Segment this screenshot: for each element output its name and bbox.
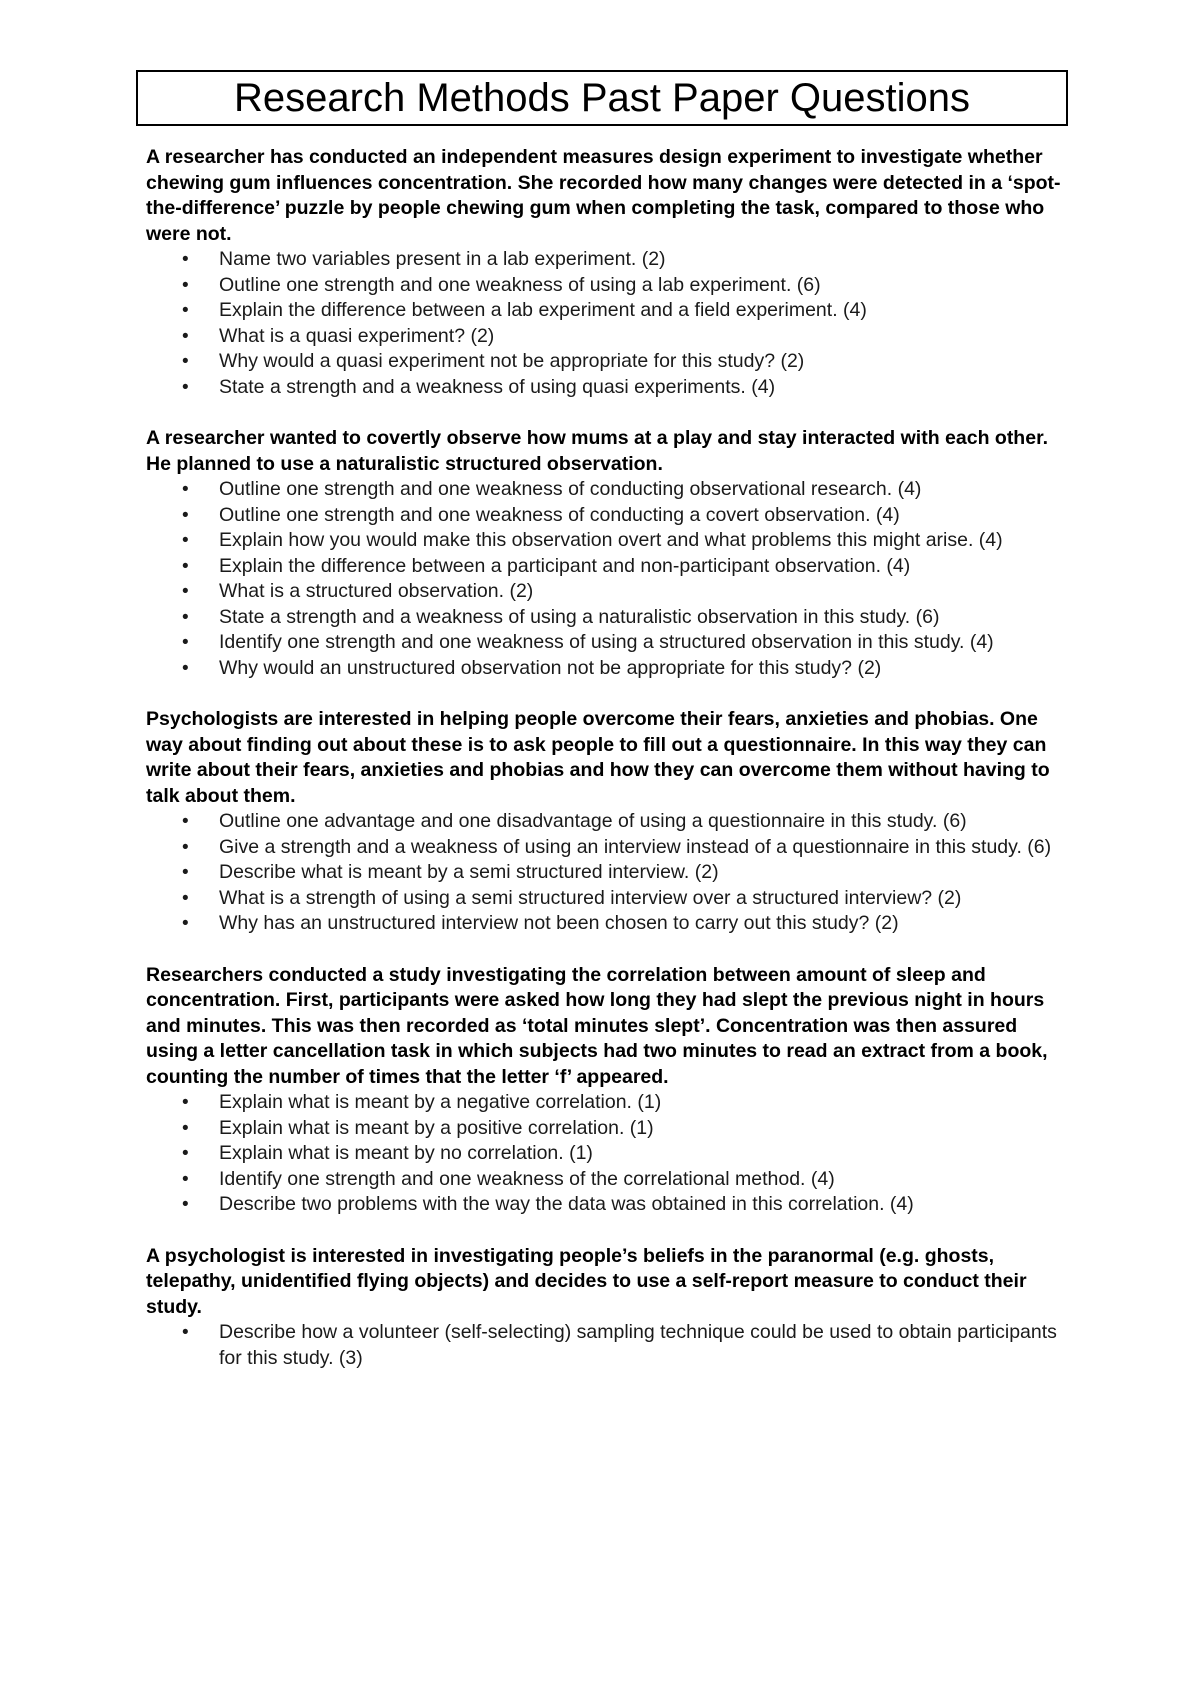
question-item <box>146 656 1066 682</box>
question-item <box>146 1167 1066 1193</box>
document-content <box>146 145 1066 1397</box>
section-intro: Psychologists are interested in helping people overcome their fears, anxieties and phobias. One way about finding out about these is to ask people to fill out a questionnaire. In this way they can write about their fears, anxieties and phobias and how they can overcome them without having to talk about them. <box>146 708 1050 807</box>
question-list <box>146 1320 1066 1371</box>
section-intro: A researcher has conducted an independent measures design experiment to investigate whether chewing gum influences concentration. She recorded how many changes were detected in a ‘spot-the-difference’ puzzle by people chewing gum when completing the task, compared to those who were not. <box>146 146 1061 245</box>
bullet-icon: • <box>182 479 189 500</box>
bullet-icon: • <box>182 581 189 602</box>
question-item <box>146 349 1066 375</box>
question-text: Outline one strength and one weakness of conducting observational research. (4) <box>219 478 922 500</box>
question-item <box>146 1192 1066 1218</box>
question-text: Explain what is meant by a negative correlation. (1) <box>219 1091 662 1113</box>
question-text: Why would an unstructured observation not be appropriate for this study? (2) <box>219 656 882 679</box>
bullet-icon: • <box>182 887 189 909</box>
bullet-icon: • <box>182 351 189 372</box>
question-text: Outline one strength and one weakness of conducting a covert observation. (4) <box>219 503 900 526</box>
question-list <box>146 247 1066 400</box>
question-text: Identify one strength and one weakness of the correlational method. (4) <box>219 1167 835 1190</box>
question-item <box>146 911 1066 937</box>
question-list <box>146 809 1066 937</box>
question-text: Explain what is meant by no correlation. (1) <box>219 1142 593 1164</box>
question-text: Describe two problems with the way the data was obtained in this correlation. (4) <box>219 1193 914 1215</box>
question-item <box>146 630 1066 656</box>
question-section <box>146 1244 1066 1372</box>
bullet-icon: • <box>182 300 189 321</box>
question-list <box>146 1090 1066 1218</box>
bullet-icon: • <box>182 606 189 628</box>
question-item <box>146 324 1066 350</box>
section-intro: A researcher wanted to covertly observe how mums at a play and stay interacted with each other. He planned to use a naturalistic structured observation. <box>146 427 1048 475</box>
question-item <box>146 809 1066 835</box>
section-intro: A psychologist is interested in investigating people’s beliefs in the paranormal (e.g. ghosts, telepathy, unidentified flying objects) and decides to use a self-report measure to conduct their study. <box>146 1244 1027 1318</box>
question-text: Explain how you would make this observation overt and what problems this might arise. (4) <box>219 529 1003 551</box>
question-text: Outline one strength and one weakness of using a lab experiment. (6) <box>219 273 821 296</box>
question-text: What is a strength of using a semi structured interview over a structured interview? (2) <box>219 886 962 909</box>
question-item <box>146 298 1066 324</box>
question-text: Name two variables present in a lab experiment. (2) <box>219 248 666 270</box>
question-text: State a strength and a weakness of using quasi experiments. (4) <box>219 375 776 398</box>
question-section <box>146 707 1066 937</box>
bullet-icon: • <box>182 249 189 270</box>
bullet-icon: • <box>182 504 189 526</box>
bullet-icon: • <box>182 811 189 832</box>
question-item <box>146 247 1066 273</box>
question-item <box>146 886 1066 912</box>
question-text: Describe how a volunteer (self-selecting) sampling technique could be used to obtain participants for this study. (3) <box>219 1321 1057 1369</box>
page-title: Research Methods Past Paper Questions <box>234 76 970 120</box>
bullet-icon: • <box>182 1092 189 1113</box>
question-text: Describe what is meant by a semi structured interview. (2) <box>219 861 719 883</box>
question-item <box>146 605 1066 631</box>
bullet-icon: • <box>182 862 189 883</box>
question-item <box>146 1320 1066 1371</box>
question-text: Explain the difference between a participant and non-participant observation. (4) <box>219 554 911 577</box>
question-item <box>146 554 1066 580</box>
question-text: Why has an unstructured interview not been chosen to carry out this study? (2) <box>219 912 899 934</box>
bullet-icon: • <box>182 1194 189 1215</box>
question-text: Explain the difference between a lab experiment and a field experiment. (4) <box>219 299 867 321</box>
bullet-icon: • <box>182 913 189 934</box>
bullet-icon: • <box>182 1117 189 1139</box>
bullet-icon: • <box>182 274 189 296</box>
bullet-icon: • <box>182 376 189 398</box>
question-item <box>146 860 1066 886</box>
question-section <box>146 426 1066 681</box>
question-list <box>146 477 1066 681</box>
bullet-icon: • <box>182 325 189 347</box>
question-item <box>146 503 1066 529</box>
question-text: State a strength and a weakness of using a naturalistic observation in this study. (6) <box>219 605 940 628</box>
question-item <box>146 835 1066 861</box>
question-item <box>146 375 1066 401</box>
question-item <box>146 477 1066 503</box>
question-text: Outline one advantage and one disadvantage of using a questionnaire in this study. (6) <box>219 810 967 832</box>
bullet-icon: • <box>182 657 189 679</box>
question-section <box>146 963 1066 1218</box>
bullet-icon: • <box>182 1322 189 1343</box>
bullet-icon: • <box>182 836 189 858</box>
question-item <box>146 1090 1066 1116</box>
question-text: Why would a quasi experiment not be appropriate for this study? (2) <box>219 350 805 372</box>
question-item <box>146 1141 1066 1167</box>
question-text: What is a quasi experiment? (2) <box>219 324 495 347</box>
question-item <box>146 1116 1066 1142</box>
section-intro: Researchers conducted a study investigating the correlation between amount of sleep and concentration. First, participants were asked how long they had slept the previous night in hours and minutes. This was then recorded as ‘total minutes slept’. Concentration was then assured using a letter cancellation task in which subjects had two minutes to read an extract from a book, counting the number of times that the letter ‘f’ appeared. <box>146 963 1048 1088</box>
question-text: Give a strength and a weakness of using an interview instead of a questionnaire in this study. (6) <box>219 835 1052 858</box>
bullet-icon: • <box>182 555 189 577</box>
question-item <box>146 528 1066 554</box>
bullet-icon: • <box>182 1168 189 1190</box>
title-box <box>136 70 1068 126</box>
bullet-icon: • <box>182 1143 189 1164</box>
question-text: Identify one strength and one weakness of using a structured observation in this study. (4) <box>219 631 994 653</box>
question-text: What is a structured observation. (2) <box>219 580 534 602</box>
question-text: Explain what is meant by a positive correlation. (1) <box>219 1116 654 1139</box>
question-section <box>146 145 1066 400</box>
bullet-icon: • <box>182 530 189 551</box>
question-item <box>146 579 1066 605</box>
bullet-icon: • <box>182 632 189 653</box>
question-item <box>146 273 1066 299</box>
